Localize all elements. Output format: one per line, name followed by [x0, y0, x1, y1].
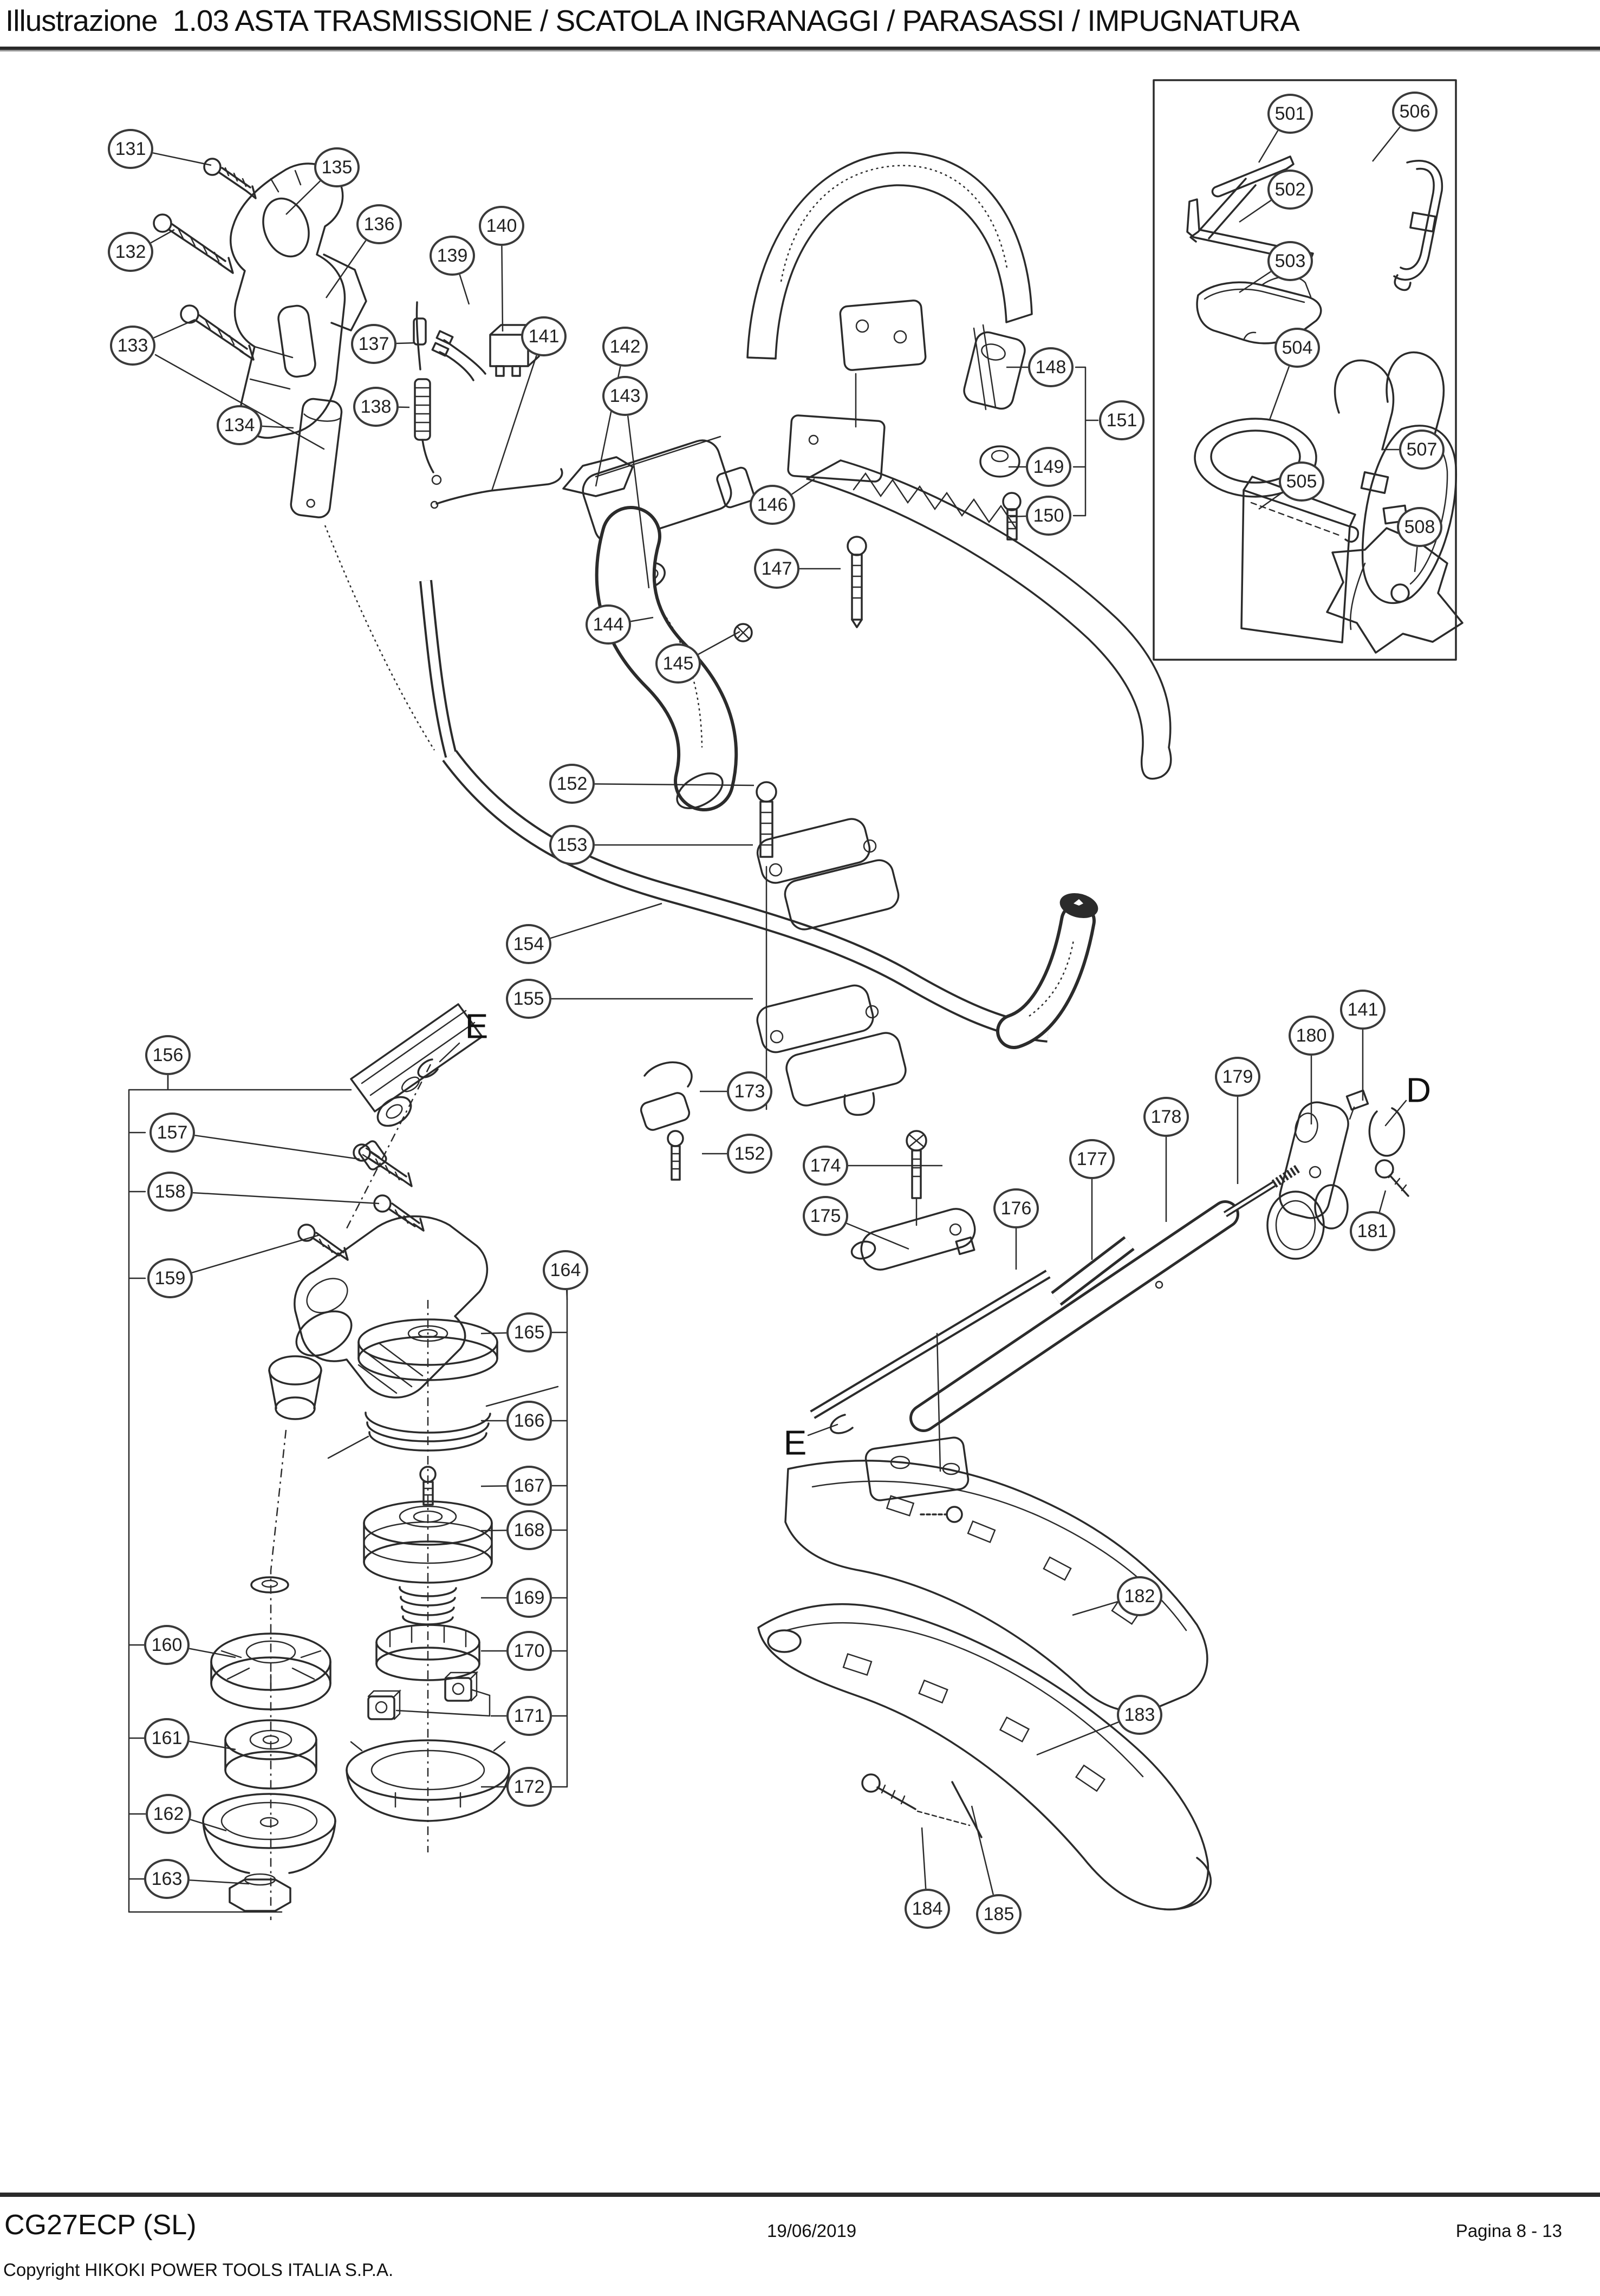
page-title: Illustrazione 1.03 ASTA TRASMISSIONE / SCATOLA INGRANAGGI / PARASASSI / IMPUGNATURA — [5, 4, 1299, 37]
leader-line — [1373, 127, 1400, 161]
callout-160: 160 — [144, 1625, 190, 1665]
leader-line — [195, 1135, 360, 1159]
callout-135: 135 — [314, 147, 360, 187]
callout-501: 501 — [1267, 94, 1313, 134]
leader-line — [1259, 131, 1278, 162]
callout-140: 140 — [479, 206, 524, 246]
leader-line — [502, 246, 503, 331]
leader-line — [154, 320, 195, 338]
cable-art — [414, 302, 441, 484]
leader-line — [481, 1333, 506, 1334]
leader-line — [922, 1827, 926, 1889]
strap-art — [1394, 161, 1442, 290]
leader-line — [192, 1235, 320, 1273]
callout-162: 162 — [146, 1794, 191, 1834]
callout-155: 155 — [506, 979, 551, 1019]
screw-art — [298, 1225, 348, 1260]
callout-159: 159 — [147, 1258, 193, 1298]
callout-181: 181 — [1350, 1211, 1395, 1251]
rear-handle-art — [231, 164, 366, 438]
callout-170: 170 — [506, 1631, 552, 1671]
callout-164: 164 — [543, 1250, 588, 1290]
callout-169: 169 — [506, 1578, 552, 1618]
leader-line — [481, 1530, 506, 1531]
group-bracket-164 — [552, 1290, 567, 1787]
gear-case-art — [269, 1217, 487, 1419]
leader-line — [1270, 367, 1289, 420]
callout-150: 150 — [1026, 496, 1071, 536]
callout-183: 183 — [1117, 1695, 1162, 1735]
callout-506: 506 — [1392, 92, 1438, 132]
callout-176: 176 — [993, 1188, 1039, 1228]
callout-136: 136 — [356, 204, 402, 244]
callout-505: 505 — [1279, 461, 1324, 502]
callout-141: 141 — [521, 316, 567, 356]
callout-508: 508 — [1397, 507, 1442, 547]
leader-line — [1072, 1602, 1118, 1615]
copyright-line: Copyright HIKOKI POWER TOOLS ITALIA S.P.A. — [3, 2260, 394, 2280]
callout-152: 152 — [727, 1134, 772, 1174]
leader-line — [286, 181, 320, 214]
leader-line — [1380, 1191, 1386, 1212]
leader-line — [792, 479, 815, 495]
drive-tube-art — [808, 1168, 1299, 1471]
callout-179: 179 — [1215, 1057, 1260, 1097]
leader-line — [262, 426, 294, 428]
callout-148: 148 — [1028, 347, 1074, 387]
callout-185: 185 — [976, 1894, 1022, 1934]
callout-177: 177 — [1069, 1139, 1115, 1179]
callout-180: 180 — [1289, 1016, 1334, 1056]
leader-line — [1010, 516, 1026, 517]
screw-art — [204, 159, 256, 198]
tube-end-art — [347, 1004, 482, 1228]
group-bracket-171 — [396, 1690, 490, 1716]
guard-art — [758, 1436, 1211, 1910]
callout-142: 142 — [602, 327, 648, 367]
callout-151: 151 — [1099, 400, 1144, 440]
callout-144: 144 — [586, 604, 631, 645]
leader-line — [1239, 200, 1271, 222]
callout-173: 173 — [727, 1071, 772, 1111]
handle-clamp-art — [961, 330, 1027, 539]
callout-166: 166 — [506, 1401, 552, 1441]
screw-art — [154, 214, 233, 273]
callout-154: 154 — [506, 924, 551, 964]
cable-clamp-art — [639, 1062, 692, 1180]
callout-178: 178 — [1143, 1097, 1189, 1137]
callout-149: 149 — [1026, 447, 1071, 487]
callout-152: 152 — [549, 764, 595, 804]
callout-175: 175 — [803, 1196, 848, 1236]
cable-bracket-art — [850, 1131, 979, 1274]
callout-157: 157 — [149, 1113, 195, 1153]
callout-168: 168 — [506, 1510, 552, 1550]
footer-divider — [0, 2193, 1600, 2197]
callout-141: 141 — [1340, 990, 1386, 1030]
callout-147: 147 — [754, 549, 799, 589]
section-letter-E: E — [783, 1423, 807, 1462]
section-letter-D: D — [1406, 1070, 1432, 1110]
section-letter-E: E — [465, 1006, 489, 1046]
spacer-tube-art — [290, 398, 343, 518]
leader-line — [326, 240, 366, 298]
leader-line — [698, 632, 740, 654]
callout-503: 503 — [1267, 241, 1313, 281]
revision-date: 19/06/2019 — [767, 2221, 857, 2241]
callout-156: 156 — [145, 1035, 191, 1075]
leader-line — [1037, 1722, 1118, 1755]
leader-line — [460, 275, 469, 304]
callout-163: 163 — [144, 1859, 190, 1899]
callout-174: 174 — [803, 1146, 848, 1186]
leader-line — [550, 903, 662, 938]
model-code: CG27ECP (SL) — [4, 2209, 197, 2241]
callout-133: 133 — [110, 326, 155, 366]
wires-art — [432, 331, 485, 380]
callout-146: 146 — [750, 485, 795, 525]
screw-art — [848, 537, 866, 627]
callout-504: 504 — [1274, 328, 1320, 368]
harness-art — [1335, 352, 1456, 629]
screw-art — [354, 1144, 412, 1186]
callout-161: 161 — [144, 1718, 190, 1758]
callout-184: 184 — [905, 1889, 950, 1929]
leader-line — [193, 1193, 379, 1204]
output-column-art — [203, 1430, 335, 1920]
page-number: Pagina 8 - 13 — [1455, 2221, 1562, 2241]
callout-153: 153 — [549, 825, 595, 865]
callout-507: 507 — [1399, 430, 1445, 470]
callout-502: 502 — [1267, 170, 1313, 210]
leader-line — [1415, 547, 1417, 572]
callout-138: 138 — [353, 387, 399, 427]
callout-132: 132 — [108, 232, 153, 272]
loop-handle-art — [747, 153, 1032, 409]
handlebar-art — [426, 581, 1101, 1033]
callout-143: 143 — [602, 376, 648, 416]
callout-167: 167 — [506, 1466, 552, 1506]
callout-145: 145 — [655, 643, 701, 684]
throttle-rod-art — [437, 469, 562, 504]
group-bracket-151 — [1074, 367, 1098, 516]
callout-171: 171 — [506, 1696, 552, 1736]
callout-182: 182 — [1117, 1576, 1162, 1616]
screw-art — [181, 305, 253, 360]
callout-137: 137 — [351, 324, 396, 364]
callout-139: 139 — [430, 236, 475, 276]
callout-131: 131 — [108, 129, 153, 169]
leader-line — [153, 153, 211, 165]
leader-line — [972, 1806, 993, 1895]
leader-line — [189, 1741, 236, 1749]
callout-134: 134 — [217, 405, 262, 445]
callout-165: 165 — [506, 1312, 552, 1352]
callout-172: 172 — [506, 1767, 552, 1807]
callout-158: 158 — [147, 1172, 193, 1212]
